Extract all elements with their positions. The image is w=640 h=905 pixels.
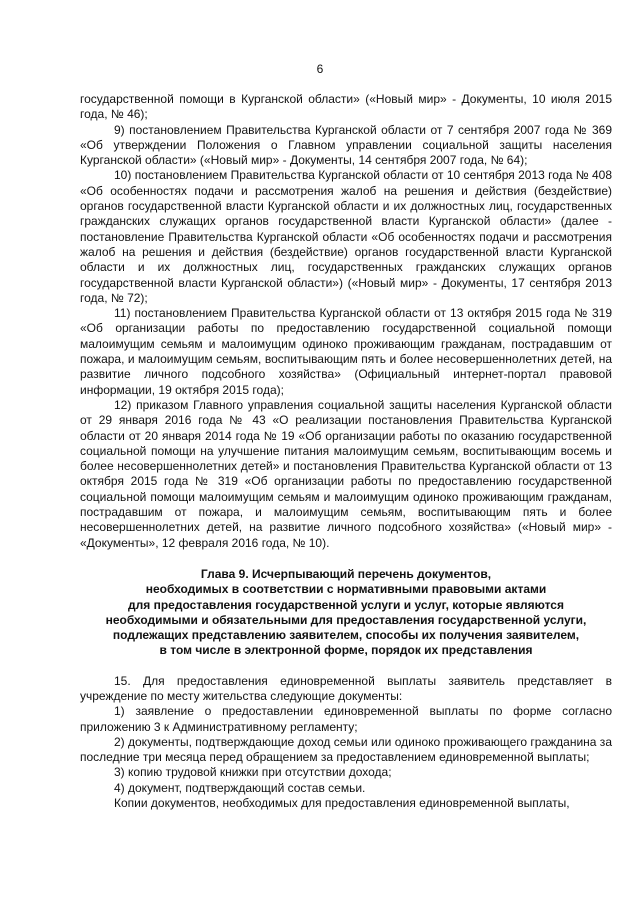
document-body bbox=[80, 92, 612, 811]
paragraph-item-15-2: 2) документы, подтверждающие доход семьи или одиноко проживающего гражданина за последние три месяца перед обращением за предоставлением единовременной выплаты; bbox=[80, 734, 612, 765]
chapter-heading-line: в том числе в электронной форме, порядок их представления bbox=[159, 643, 533, 658]
paragraph-item-12: 12) приказом Главного управления социальной защиты населения Курганской области от 29 января 2016 года № 43 «О реализации постановления Правительства Курганской области от 20 января 2014 года № 19 «Об организации работы по оказанию государственной социальной помощи на улучшение питания малоимущим семьям, воспитывающим восемь и более несовершеннолетних детей» и постановления Правительства Курганской области от 13 октября 2015 года № 319 «Об организации работы по предоставлению государственной социальной помощи малоимущим семьям и малоимущим одиноко проживающим гражданам, пострадавшим от пожара, и малоимущим семьям, воспитывающим пять и более несовершеннолетних детей, на развитие личного подсобного хозяйства» («Новый мир» - «Документы», 12 февраля 2016 года, № 10). bbox=[80, 397, 612, 550]
page-number: 6 bbox=[316, 62, 324, 76]
chapter-heading bbox=[80, 567, 612, 659]
paragraph-item-15-3: 3) копию трудовой книжки при отсутствии дохода; bbox=[114, 765, 392, 780]
paragraph-item-15-1: 1) заявление о предоставлении единовременной выплаты по форме согласно приложению 3 к Административному регламенту; bbox=[80, 704, 612, 734]
paragraph-continuation: государственной помощи в Курганской области» («Новый мир» - Документы, 10 июля 2015 года, № 46); bbox=[80, 92, 612, 122]
chapter-heading-line: подлежащих представлению заявителем, способы их получения заявителем, bbox=[112, 628, 580, 643]
paragraph-item-15-5: Копии документов, необходимых для предоставления единовременной выплаты, bbox=[114, 796, 570, 811]
paragraph-item-9: 9) постановлением Правительства Курганской области от 7 сентября 2007 года № 369 «Об утверждении Положения о Главном управлении социальной защиты населения Курганской области» («Новый мир» - Документы, 14 сентября 2007 года, № 64); bbox=[80, 122, 612, 168]
paragraph-item-15-4: 4) документ, подтверждающий состав семьи. bbox=[114, 780, 366, 795]
paragraph-item-15: 15. Для предоставления единовременной выплаты заявитель представляет в учреждение по месту жительства следующие документы: bbox=[80, 673, 612, 703]
chapter-heading-line: необходимых в соответствии с нормативными правовыми актами bbox=[145, 582, 547, 597]
paragraph-item-11: 11) постановлением Правительства Курганской области от 13 октября 2015 года № 319 «Об организации работы по предоставлению государственной социальной помощи малоимущим семьям и малоимущим одиноко проживающим гражданам, пострадавшим от пожара, и малоимущим семьям, воспитывающим пять и более несовершеннолетних детей, на развитие личного подсобного хозяйства» (Официальный интернет-портал правовой информации, 19 октября 2015 года); bbox=[80, 306, 612, 397]
chapter-heading-line: необходимыми и обязательными для предоставления государственной услуги, bbox=[105, 612, 587, 627]
paragraph-item-10: 10) постановлением Правительства Курганской области от 10 сентября 2013 года № 408 «Об особенностях подачи и рассмотрения жалоб на решения и действия (бездействие) органов государственной власти Курганской области и их должностных лиц, государственных гражданских служащих органов государственной власти Курганской области» (далее - постановление Правительства Курганской области «Об особенностях подачи и рассмотрения жалоб на решения и действия (бездействие) органов государственной власти Курганской области и их должностных лиц, государственных гражданских служащих органов государственной власти Курганской области») («Новый мир» - Документы, 17 сентября 2013 года, № 72); bbox=[80, 168, 612, 305]
chapter-heading-line: Глава 9. Исчерпывающий перечень документов, bbox=[200, 566, 492, 581]
chapter-heading-line: для предоставления государственной услуги и услуг, которые являются bbox=[128, 597, 564, 612]
